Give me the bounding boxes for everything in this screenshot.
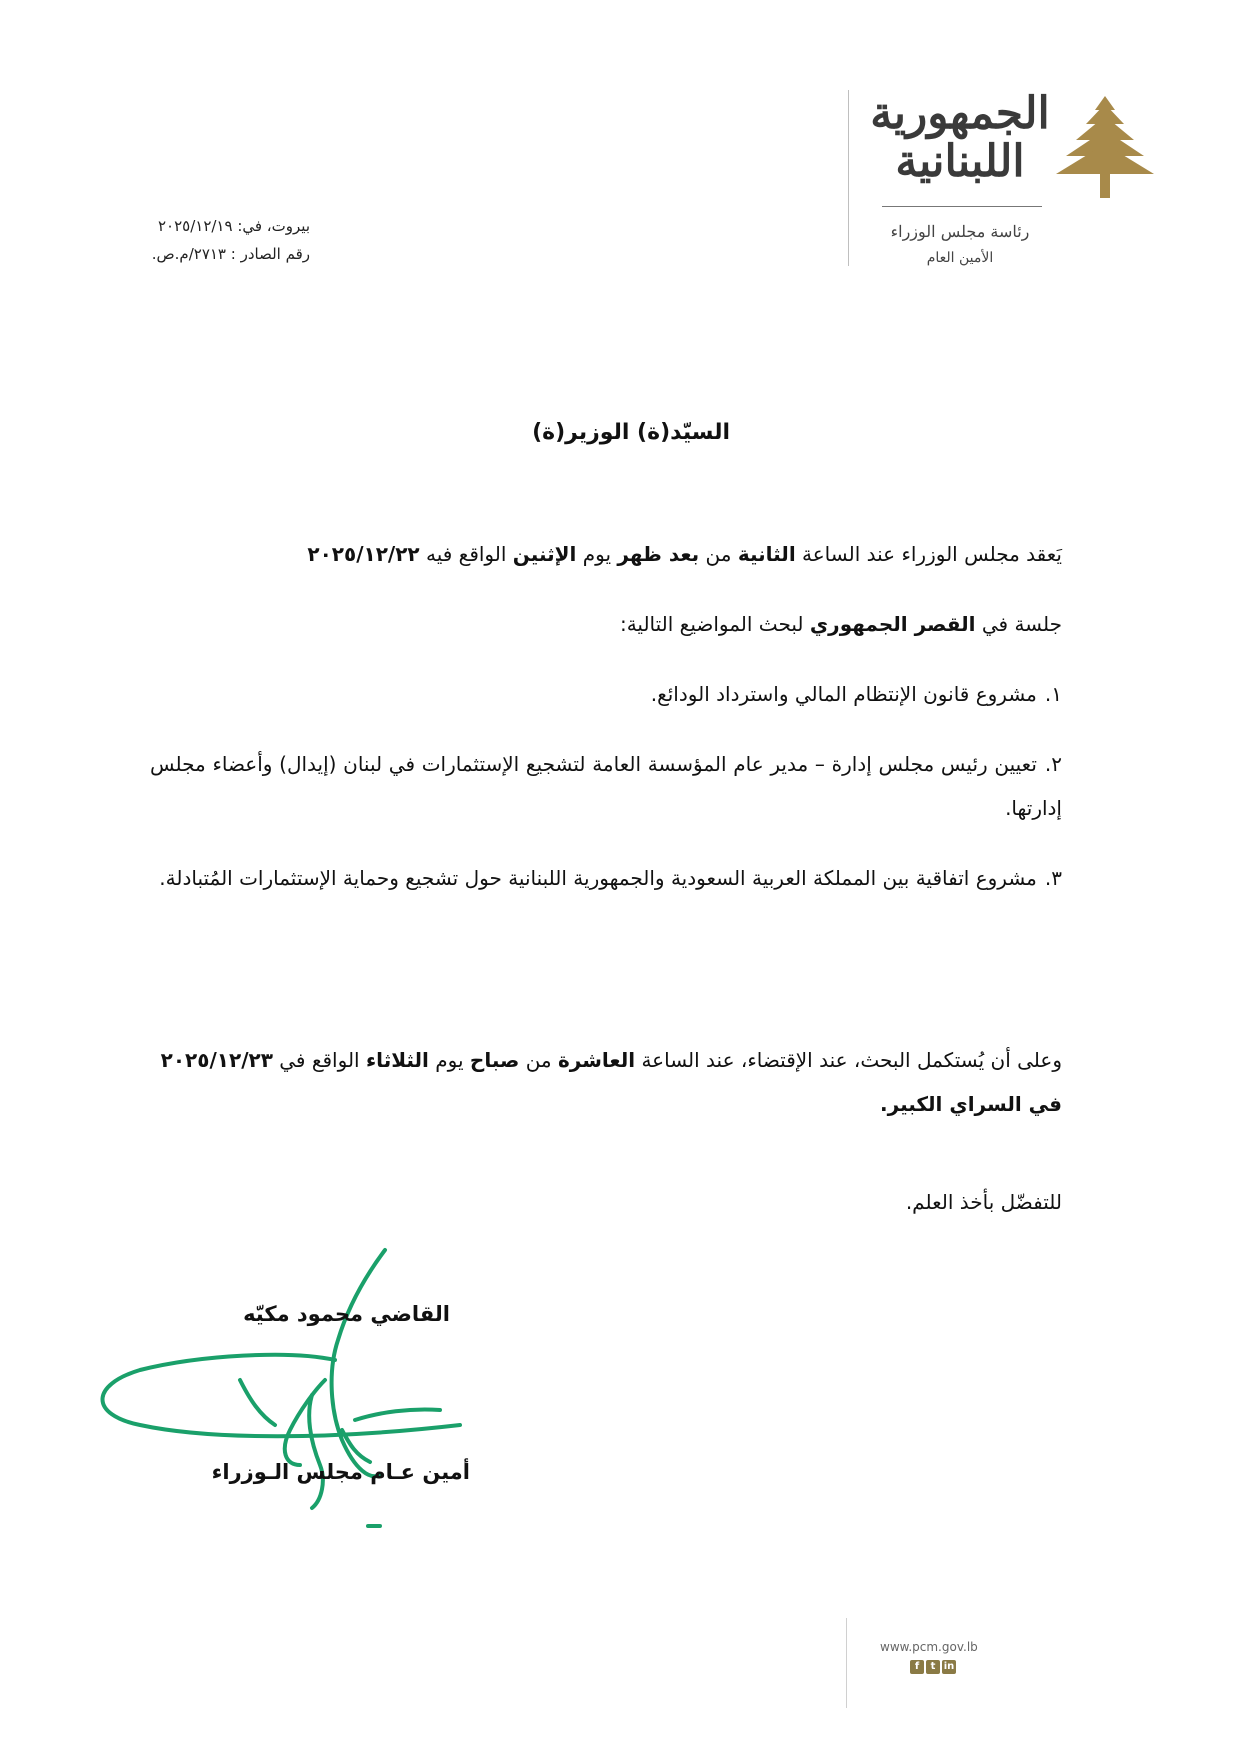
bold-run: الثانية <box>737 542 796 566</box>
item-number: ١. <box>1044 682 1062 706</box>
text-run: يوم <box>428 1048 470 1072</box>
position-name: الأمين العام <box>926 250 994 266</box>
letterhead <box>838 90 1168 290</box>
bold-run: بعد ظهر <box>617 542 700 566</box>
letterhead-divider <box>848 90 849 266</box>
bold-run: ٢٠٢٥/١٢/٢٣ في السراي الكبير. <box>160 1048 1062 1116</box>
office-name: رئاسة مجلس الوزراء <box>890 222 1030 241</box>
bold-run: ٢٠٢٥/١٢/٢٢ <box>307 542 420 566</box>
twitter-icon[interactable]: t <box>926 1660 940 1674</box>
emblem-line-2: اللبنانية <box>895 136 1025 187</box>
reference-line: رقم الصادر : ٢٧١٣/م.ص. <box>151 245 310 263</box>
item-number: ٣. <box>1044 866 1062 890</box>
handwritten-signature <box>80 1240 500 1560</box>
text-run: جلسة في <box>975 612 1062 636</box>
text-run: وعلى أن يُستكمل البحث، عند الإقتضاء، عند الساعة <box>635 1048 1062 1072</box>
bold-run: العاشرة <box>558 1048 636 1072</box>
text-run: يوم <box>576 542 618 566</box>
linkedin-icon[interactable]: in <box>943 1661 955 1672</box>
letterhead-rule <box>882 206 1042 207</box>
item-text: مشروع قانون الإنتظام المالي واسترداد الودائع. <box>650 682 1037 706</box>
emblem-title <box>868 90 1052 186</box>
text-run: الواقع فيه <box>419 542 513 566</box>
bold-run: القصر الجمهوري <box>809 612 976 636</box>
letter-meta <box>80 212 310 268</box>
facebook-icon[interactable]: f <box>910 1660 924 1674</box>
website-link[interactable]: www.pcm.gov.lb <box>880 1640 978 1654</box>
text-run: من <box>519 1048 558 1072</box>
emblem-line-1: الجمهورية <box>870 88 1050 139</box>
agenda-item <box>150 742 1062 830</box>
agenda-item <box>150 856 1062 900</box>
closing-line: للتفضّل بأخذ العلم. <box>905 1190 1062 1214</box>
social-links <box>910 1660 956 1674</box>
agenda-list <box>150 672 1062 926</box>
intro-line-2 <box>150 602 1062 646</box>
bold-run: صباح <box>469 1048 520 1072</box>
item-text: مشروع اتفاقية بين المملكة العربية السعودية والجمهورية اللبنانية حول تشجيع وحماية الإستثمارات المُتبادلة. <box>159 866 1037 890</box>
intro-line-1 <box>150 532 1062 576</box>
footer-divider <box>846 1618 847 1708</box>
intro-paragraph <box>150 532 1062 646</box>
item-number: ٢. <box>1044 752 1062 776</box>
text-run: الواقع في <box>272 1048 366 1072</box>
agenda-item <box>150 672 1062 716</box>
salutation: السيّد(ة) الوزير(ة) <box>532 420 730 445</box>
text-run: يَعقد مجلس الوزراء عند الساعة <box>795 542 1062 566</box>
item-text: تعيين رئيس مجلس إدارة – مدير عام المؤسسة العامة لتشجيع الإستثمارات في لبنان (إيدال) وأعضاء مجلس إدارتها. <box>150 752 1062 820</box>
signatory-name: القاضي محمود مكيّه <box>243 1302 450 1326</box>
continuation-paragraph <box>150 1038 1062 1126</box>
text-run: من <box>699 542 738 566</box>
cedar-tree-icon <box>1050 94 1160 202</box>
bold-run: الإثنين <box>512 542 577 566</box>
date-line: بيروت، في: ٢٠٢٥/١٢/١٩ <box>157 217 310 235</box>
signatory-title: أمين عـام مجلس الـوزراء <box>211 1460 470 1484</box>
bold-run: الثلاثاء <box>365 1048 429 1072</box>
text-run: لبحث المواضيع التالية: <box>619 612 810 636</box>
